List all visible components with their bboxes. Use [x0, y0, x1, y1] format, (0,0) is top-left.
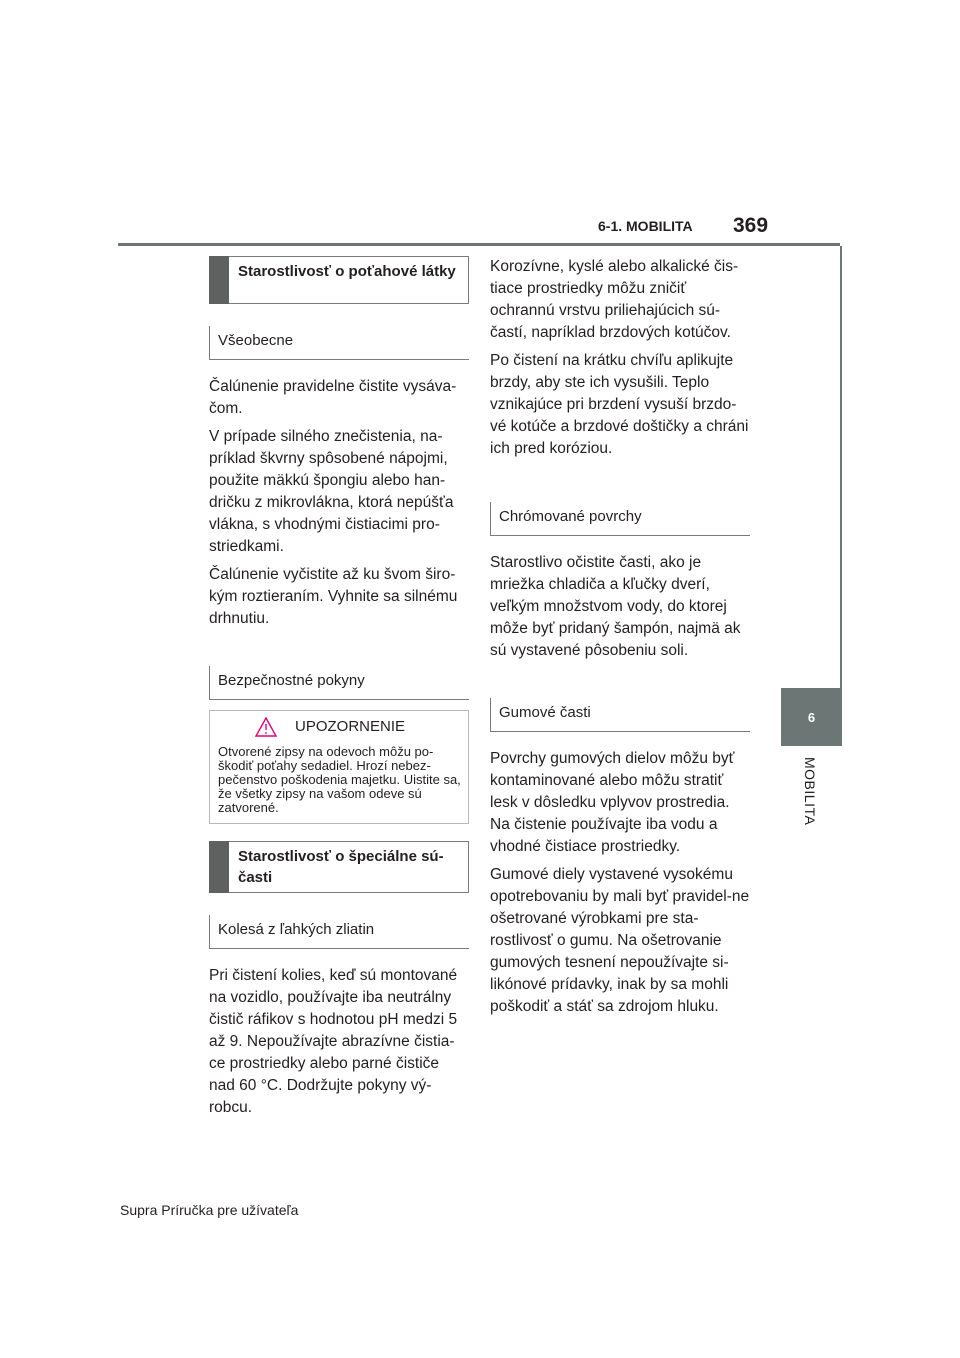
section-heading-special-parts: Starostlivosť o špeciálne sú-časti: [209, 841, 469, 893]
paragraph: Pri čistení kolies, keď sú montované na vozidlo, používajte iba neutrálny čistič ráfikov s hodnotou pH medzi 5 až 9. Nepoužívajte abrazívne čistia-ce prostriedky alebo parné čističe nad 60 °C. Dodržujte pokyny vý-robcu.: [209, 967, 458, 1116]
paragraph: Čalúnenie vyčistite až ku švom širo-kým roztieraním. Vyhnite sa silnému drhnutiu.: [209, 566, 458, 627]
warning-triangle-icon: [255, 717, 277, 737]
warning-box: [209, 710, 469, 824]
footer-text: Supra Príručka pre užívateľa: [120, 1202, 299, 1218]
paragraph: Gumové diely vystavené vysokému opotrebovaniu by mali byť pravidel-ne ošetrované výrobkami pre sta-rostlivosť o gumu. Na ošetrovanie gumových tesnení nepoužívajte si-likónové prídavky, inak by sa mohli poškodiť a stáť sa zdrojom hluku.: [490, 866, 750, 1015]
paragraph: Korozívne, kyslé alebo alkalické čis-tiace prostriedky môžu zničiť ochrannú vrstvu priliehajúcich sú-častí, napríklad brzdových kotúčov.: [490, 258, 739, 341]
warning-title: UPOZORNENIE: [294, 718, 405, 735]
paragraph: Povrchy gumových dielov môžu byť kontaminované alebo môžu stratiť lesk v dôsledku vplyvov prostredia. Na čistenie používajte iba vodu a vhodné čistiace prostriedky.: [490, 750, 735, 855]
paragraph: Po čistení na krátku chvíľu aplikujte brzdy, aby ste ich vysušili. Teplo vznikajúce pri brzdení vysuší brzdo-vé kotúče a brzdové doštičky a chráni ich pred koróziou.: [490, 352, 749, 457]
chapter-tab[interactable]: 6: [781, 688, 842, 746]
subheading-safety: Bezpečnostné pokyny: [209, 666, 469, 700]
subheading-general: Všeobecne: [209, 326, 469, 360]
header-rule: [118, 243, 840, 246]
page-number: 369: [733, 214, 769, 237]
left-column: [209, 256, 469, 1125]
side-tab-rule: [840, 246, 842, 688]
right-column: [490, 256, 750, 1024]
paragraph: Starostlivo očistite časti, ako je mriežka chladiča a kľučky dverí, veľkým množstvom vody, do ktorej môže byť pridaný šampón, najmä ak sú vystavené pôsobeniu soli.: [490, 554, 741, 659]
paragraph: Čalúnenie pravidelne čistite vysáva-čom.: [209, 378, 457, 417]
section-title: 6-1. MOBILITA: [598, 218, 693, 234]
chapter-side-label: MOBILITA: [802, 757, 818, 826]
paragraph: V prípade silného znečistenia, na-príklad škvrny spôsobené nápojmi, použite mäkkú špongiu alebo han-dričku z mikrovlákna, ktorá nepúšťa vlákna, s vhodnými čistiacimi pro-striedkami.: [209, 428, 454, 555]
subheading-rubber: Gumové časti: [490, 698, 750, 732]
warning-text: Otvorené zipsy na odevoch môžu po-škodiť poťahy sedadiel. Hrozí nebez-pečenstvo poškodenia majetku. Uistite sa, že všetky zipsy na vašom odeve sú zatvorené.: [218, 744, 461, 815]
subheading-chrome: Chrómované povrchy: [490, 502, 750, 536]
subheading-alloy-wheels: Kolesá z ľahkých zliatin: [209, 915, 469, 949]
section-heading-upholstery: Starostlivosť o poťahové látky: [209, 256, 469, 304]
